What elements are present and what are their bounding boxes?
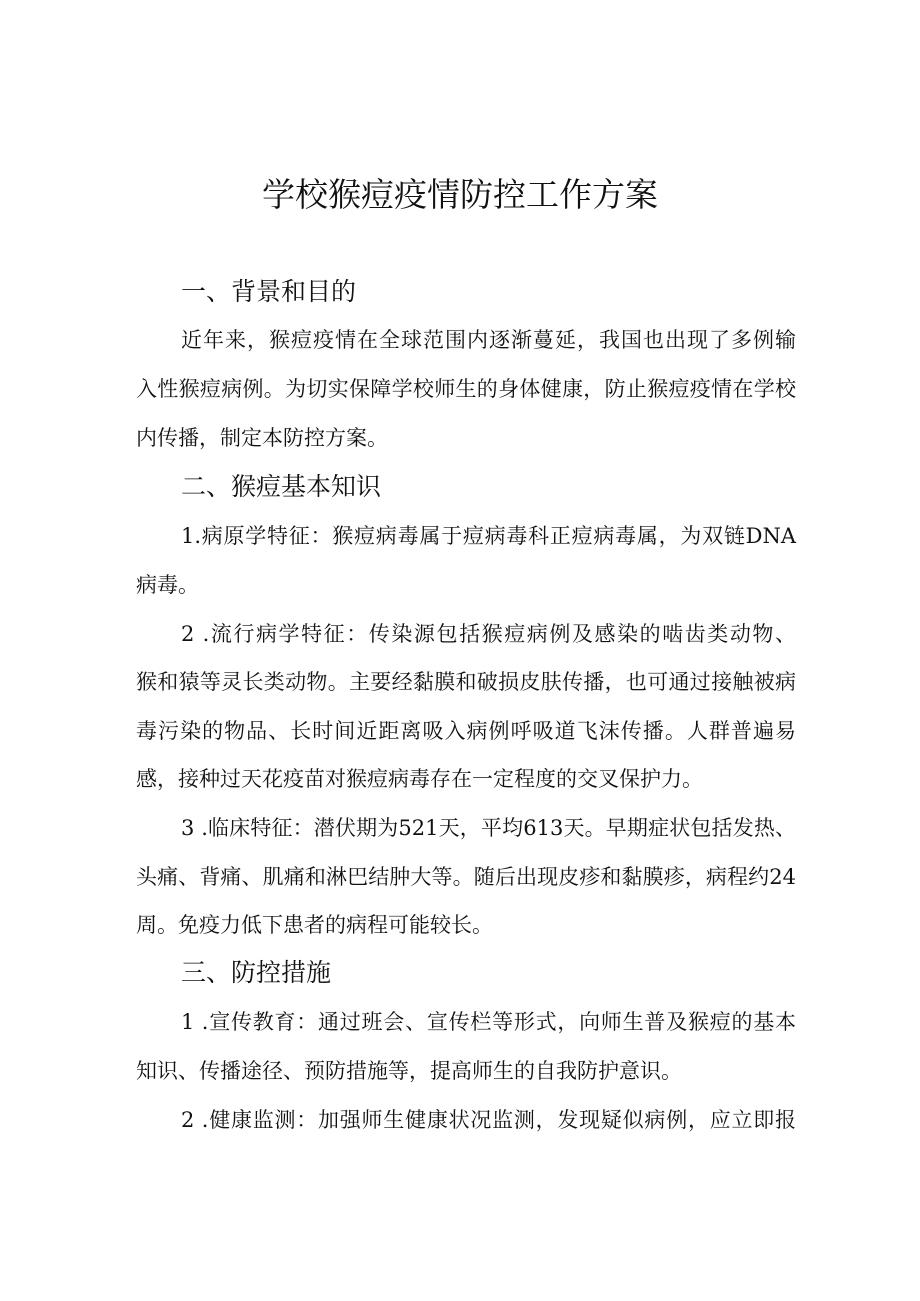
paragraph-line: 知识、传播途径、预防措施等，提高师生的自我防护意识。 [136,1059,682,1083]
paragraph-line: 毒污染的物品、长时间近距离吸入病例呼吸道飞沫传播。人群普遍易 [136,719,796,743]
section-heading-basics: 二、猴痘基本知识 [181,472,382,501]
paragraph-line: 病毒。 [136,573,199,597]
paragraph-line: 猴和猿等灵长类动物。主要经黏膜和破损皮肤传播，也可通过接触被病 [136,670,796,694]
paragraph-line: 近年来，猴痘疫情在全球范围内逐渐蔓延，我国也出现了多例输 [181,328,796,352]
paragraph-line: 1 .宣传教育：通过班会、宣传栏等形式，向师生普及猴痘的基本 [181,1010,796,1034]
paragraph-line: 内传播，制定本防控方案。 [136,426,388,450]
paragraph-line: 周。免疫力低下患者的病程可能较长。 [136,913,493,937]
section-heading-measures: 三、防控措施 [181,958,332,987]
section-heading-background: 一、背景和目的 [181,277,357,306]
paragraph-line: 2 .健康监测：加强师生健康状况监测，发现疑似病例，应立即报 [181,1108,796,1132]
paragraph-line: 头痛、背痛、肌痛和淋巴结肿大等。随后出现皮疹和黏膜疹，病程约24 [136,865,796,889]
paragraph-line: 入性猴痘病例。为切实保障学校师生的身体健康，防止猴痘疫情在学校 [136,377,796,401]
paragraph-line: 感，接种过天花疫苗对猴痘病毒存在一定程度的交叉保护力。 [136,767,703,791]
document-title: 学校猴痘疫情防控工作方案 [262,175,658,214]
paragraph-line: 3 .临床特征：潜伏期为521天，平均613天。早期症状包括发热、 [181,816,796,840]
paragraph-line: 1.病原学特征：猴痘病毒属于痘病毒科正痘病毒属，为双链DNA [181,524,796,548]
paragraph-line: 2 .流行病学特征：传染源包括猴痘病例及感染的啮齿类动物、 [181,622,796,646]
